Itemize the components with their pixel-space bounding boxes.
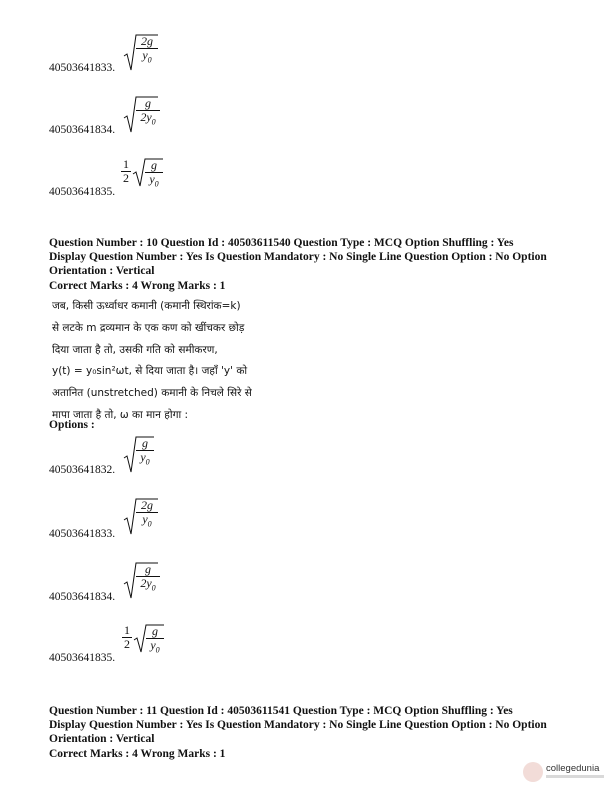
coefficient-half: $\frac{1}{2}$: [123, 157, 129, 185]
question-10-header: Question Number : 10 Question Id : 40503611540 Question Type : MCQ Option Shuffling : Yes Display Question Number : Yes Is Question Mandatory : No Single Line Question Option : No Option Orientation : Vertical Correct Marks : 4 Wrong Marks : 1: [49, 237, 547, 292]
options-label: Options :: [49, 419, 95, 431]
denominator: $y_0$: [149, 172, 159, 189]
numerator: g: [146, 625, 164, 639]
numerator: g: [145, 159, 163, 173]
question-10-text: जब, किसी ऊर्ध्वाधर कमानी (कमानी स्थिरांक=k) से लटके m द्रव्यमान के एक कण को खींचकर छोड़ दिया जाता है तो, उसकी गति को समीकरण, y(t) = y₀sin²ωt, से दिया जाता है। जहाँ 'y' को अतानित (unstretched) कमानी के निचले सिरे से मापा जाता है तो, ω का मान होगा :: [52, 300, 252, 421]
denominator: $y_0$: [140, 450, 150, 467]
denominator: $y_0$: [142, 48, 152, 65]
collegedunia-logo: [523, 760, 612, 790]
logo-tagline: [546, 775, 604, 778]
logo-brand-text: collegedunia: [546, 763, 600, 774]
denominator: $2y_0$: [140, 576, 156, 593]
coefficient-half: $\frac{1}{2}$: [124, 623, 130, 651]
option-id: 40503641835.: [49, 652, 116, 664]
option-id: 40503641834.: [49, 124, 116, 136]
denominator: $2y_0$: [140, 110, 156, 127]
question-11-header: Question Number : 11 Question Id : 40503611541 Question Type : MCQ Option Shuffling : Yes Display Question Number : Yes Is Question Mandatory : No Single Line Question Option : No Option Orientation : Vertical Correct Marks : 4 Wrong Marks : 1: [49, 705, 547, 760]
collegedunia-logo-icon: [523, 762, 543, 782]
option-id: 40503641834.: [49, 591, 116, 603]
numerator: 2g: [136, 499, 158, 513]
option-id: 40503641832.: [49, 464, 116, 476]
numerator: g: [136, 563, 160, 577]
option-id: 40503641833.: [49, 528, 116, 540]
numerator: 2g: [136, 35, 158, 49]
option-id: 40503641833.: [49, 62, 116, 74]
numerator: g: [136, 437, 154, 451]
numerator: g: [136, 97, 160, 111]
denominator: $y_0$: [142, 512, 152, 529]
option-id: 40503641835.: [49, 186, 116, 198]
denominator: $y_0$: [150, 638, 160, 655]
